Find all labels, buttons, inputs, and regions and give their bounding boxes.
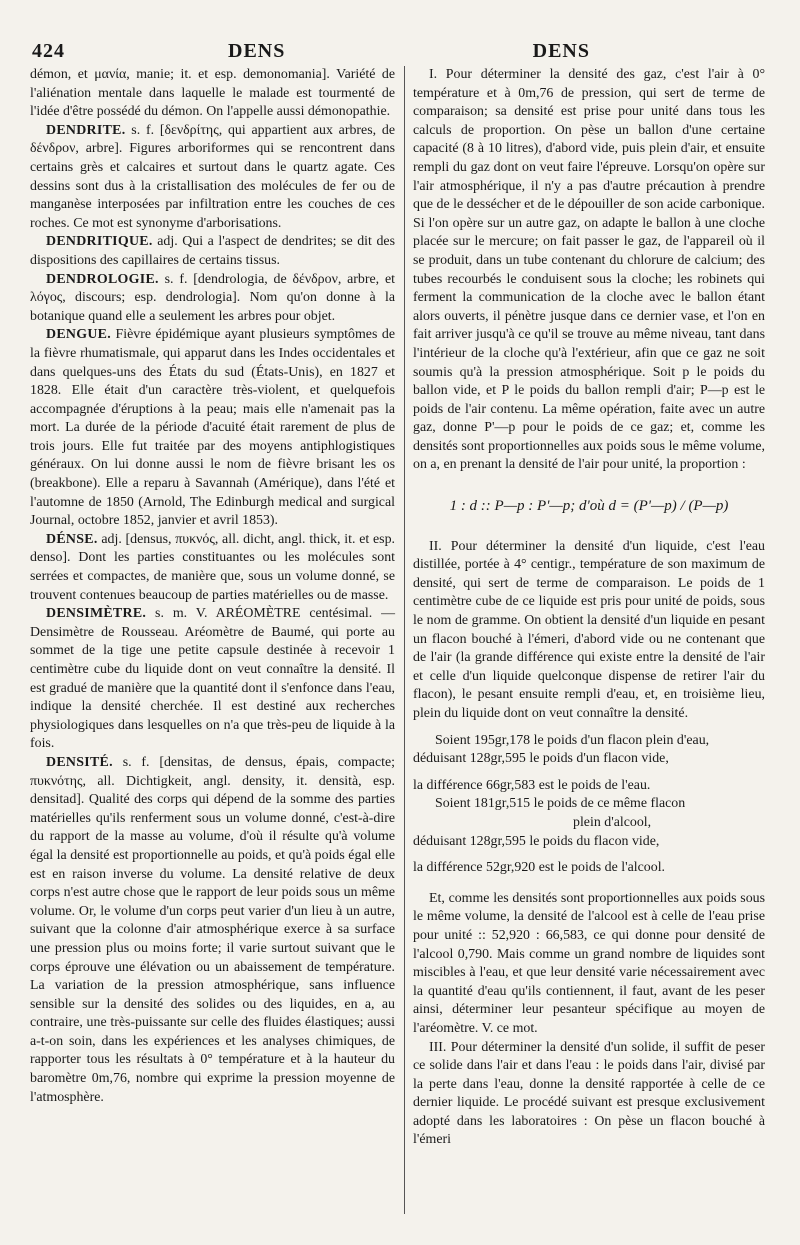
- running-header: [30, 34, 770, 64]
- headword: DENDRITE.: [46, 122, 126, 138]
- solid-density-paragraph: III. Pour déterminer la densité d'un solide, il suffit de peser ce solide dans l'air et dans l'eau : le poids dans l'air, divisé par la perte dans l'eau, donne la densité rapportée à celle de ce dernier liquide. Le procédé suivant est presque exclusivement adopté dans les laboratoires : On pèse un flacon bouché à l'émeri: [413, 1039, 765, 1148]
- page-number: 424: [32, 40, 65, 62]
- entry-dendrite: DENDRITE. s. f. [δενδρίτης, qui appartient aux arbres, de δένδρον, arbre]. Figures arboriformes qui se rencontrent dans certains grès et calcaires et surtout dans le quartz agate. Ces dessins sont dus à la cristallisation des molécules de fer ou de manganèse interposées par infiltration entre les couches de ces roches. Ce mot est synonyme d'arborisations.: [30, 122, 395, 231]
- entry-densimetre: DENSIMÈTRE. s. m. V. ARÉOMÈTRE centésimal. — Densimètre de Rousseau. Aréomètre de Baumé, qui porte au sommet de la tige une petite capsule destinée à recevoir 1 centimètre cube du liquide dont on veut connaître la densité. Il est gradué de manière que la quantité dont il s'enfonce dans l'eau, indique la densité cherchée. Il est destiné aux recherches physiologiques dans lesquelles on n'a que très-peu de liquide à la fois.: [30, 606, 395, 752]
- calc-line: plein d'alcool,: [573, 814, 652, 830]
- entry-dengue: DENGUE. Fièvre épidémique ayant plusieurs symptômes de la fièvre rhumatismale, qui apparut dans les Indes occidentales et dans quelques-uns des États du sud (États-Unis), en 1827 et 1828. Elle était d'un caractère très-violent, et quelquefois accompagnée d'éruptions à la peau; mais elle n'amenait pas la mort. La durée de la période d'acuité était rarement de plus de trois jours. Elle fut traitée par des moyens antiphlogistiques généraux. On lui donne aussi le nom de fièvre brisant les os (breakbone). Elle a reparu à Savannah (Amérique), dans l'été et l'automne de 1850 (Arnold, The Edinburgh medical and surgical Journal, octobre 1852, janvier et avril 1853).: [30, 327, 395, 529]
- weighing-calculation: [413, 732, 765, 878]
- entry-demonomanie-continued: démon, et μανία, manie; it. et esp. demonomania]. Variété de l'aliénation mentale dans laquelle le malade est tourmenté de l'idée d'être possédé du démon. On l'appelle aussi démonopathie.: [30, 67, 395, 120]
- liquid-density-paragraph: II. Pour déterminer la densité d'un liquide, c'est l'eau distillée, portée à 4° centigr., température de son maximum de densité, qui sert de terme de comparaison. Le poids de 1 centimètre cube de ce liquide est pris pour unité de poids, sous le nom de gramme. On obtient la densité d'un liquide en pesant un flacon bouché à l'émeri, d'abord vide ou ne contenant que de l'air (la grande différence qui existe entre la densité de l'air et celle d'un liquide quelconque dispense de retirer l'air du flacon), le pesant ensuite rempli d'eau, et, en troisième lieu, plein du liquide dont on veut connaître la densité.: [413, 538, 765, 721]
- entry-densite: DENSITÉ. s. f. [densitas, de densus, épais, compacte; πυκνότης, all. Dichtigkeit, angl. density, it. densità, esp. densitad]. Qualité des corps qui dépend de la somme des parties matérielles qu'ils renferment sous un volume donné, c'est-à-dire du rapport de la masse au volume, d'où il résulte qu'à volume égal la densité est proportionnelle au poids, et qu'à poids égal elle est en raison inverse du volume. La densité relative de deux corps n'est autre chose que le rapport de leur poids sous un même volume. Or, le volume d'un corps peut varier d'un lieu à un autre, suivant que la colonne d'air atmosphérique exerce à sa surface une pression plus ou moins forte; il varie surtout suivant que le corps éprouve une élévation ou un abaissement de température. La variation de la pression atmosphérique, sans influence sensible sur la densité des solides ou des liquides, en a, au contraire, une très-puissante sur celle des fluides élastiques; aussi a-t-on soin, dans les expériences et les analyses chimiques, de rapporter tous les résultats à 0° température et à la hauteur du baromètre 0m,76, nombre qui exprime la pression moyenne de l'atmosphère.: [30, 754, 395, 1105]
- calc-line: déduisant 128gr,595 le poids du flacon vide,: [413, 833, 660, 849]
- headword: DENDRITIQUE.: [46, 234, 153, 250]
- headword: DÉNSE.: [46, 531, 98, 547]
- right-running-head: DENS: [532, 40, 590, 62]
- density-formula: 1 : d :: P—p : P'—p; d'où d = (P'—p) / (P—p): [449, 498, 729, 515]
- right-column: [413, 66, 765, 1150]
- headword: DENGUE.: [46, 327, 112, 343]
- headword: DENSIMÈTRE.: [46, 606, 147, 622]
- calc-line: Soient 181gr,515 le poids de ce même flacon: [435, 796, 686, 812]
- left-running-head: DENS: [228, 40, 286, 62]
- calc-line: Soient 195gr,178 le poids d'un flacon plein d'eau,: [435, 732, 710, 748]
- calc-line: déduisant 128gr,595 le poids d'un flacon vide,: [413, 751, 669, 767]
- calc-line: la différence 66gr,583 est le poids de l'eau.: [413, 777, 651, 793]
- headword: DENSITÉ.: [46, 754, 113, 770]
- calc-line: la différence 52gr,920 est le poids de l'alcool.: [413, 860, 666, 876]
- alcohol-density-paragraph: Et, comme les densités sont proportionnelles aux poids sous le même volume, la densité de l'alcool est à celle de l'eau prise pour unité :: 52,920 : 66,583, ce qui donne pour densité de l'alcool 0,790. Mais comme un grand nombre de liquides sont miscibles à l'eau, et que leur densité varie nécessairement avec la quantité d'eau qu'ils contiennent, il faut, avant de les peser ainsi, déterminer leur pesanteur spécifique au moyen de l'aréomètre. V. ce mot.: [413, 890, 765, 1036]
- entry-dendrologie: DENDROLOGIE. s. f. [dendrologia, de δένδρον, arbre, et λόγος, discours; esp. dendrologia]. Nom qu'on donne à la botanique quand elle a seulement les arbres pour objet.: [30, 271, 395, 324]
- column-divider: [404, 66, 405, 1214]
- left-column: [30, 66, 395, 1107]
- gas-density-paragraph: I. Pour déterminer la densité des gaz, c'est l'air à 0° température et à 0m,76 de pression, qui sert de terme de comparaison; sa densité est prise pour unité dans tous les calculs de proportion. On pèse un ballon d'une certaine capacité (8 à 10 litres), d'abord vide, puis plein d'air, et ensuite rempli du gaz dont on veut faire l'épreuve. Lorsqu'on opère sur l'air atmosphérique, il n'y a pas d'autre précaution à prendre que de le dessécher et de le dépouiller de son acide carbonique. Si l'on opère sur un autre gaz, on adapte le ballon à une cloche placée sur le mercure; on fait passer le gaz, de l'appareil où il se produit, dans un tube contenant du chlorure de calcium; des tubes recourbés le conduisent sous la cloche; les robinets qui ferment la communication de la cloche avec le ballon étant alors ouverts, il pénètre jusque dans ce dernier vase, et l'on en fait arriver jusqu'à ce qu'il se trouve au même niveau, tant dans l'intérieur de la cloche qu'à l'extérieur, afin que ce gaz ne soit soumis qu'à la pression atmosphérique. Soit p le poids du ballon vide, et P le poids du ballon rempli d'air; P—p est le poids de l'air contenu. La même opération, faite avec un autre gaz, donne P'—p pour le poids de ce gaz; et, comme les densités sont proportionnelles aux poids sous le même volume, on a, en prenant la densité de l'air pour unité, la proportion :: [413, 67, 765, 473]
- entry-dendritique: DENDRITIQUE. adj. Qui a l'aspect de dendrites; se dit des dispositions des capillaires de certains tissus.: [30, 234, 395, 268]
- headword: DENDROLOGIE.: [46, 271, 159, 287]
- entry-dense: DÉNSE. adj. [densus, πυκνός, all. dicht, angl. thick, it. et esp. denso]. Dont les parties constituantes ou les molécules sont serrées et compactes, de manière que, sous un volume donné, se trouvent contenues beaucoup de parties matérielles ou de masse.: [30, 531, 395, 603]
